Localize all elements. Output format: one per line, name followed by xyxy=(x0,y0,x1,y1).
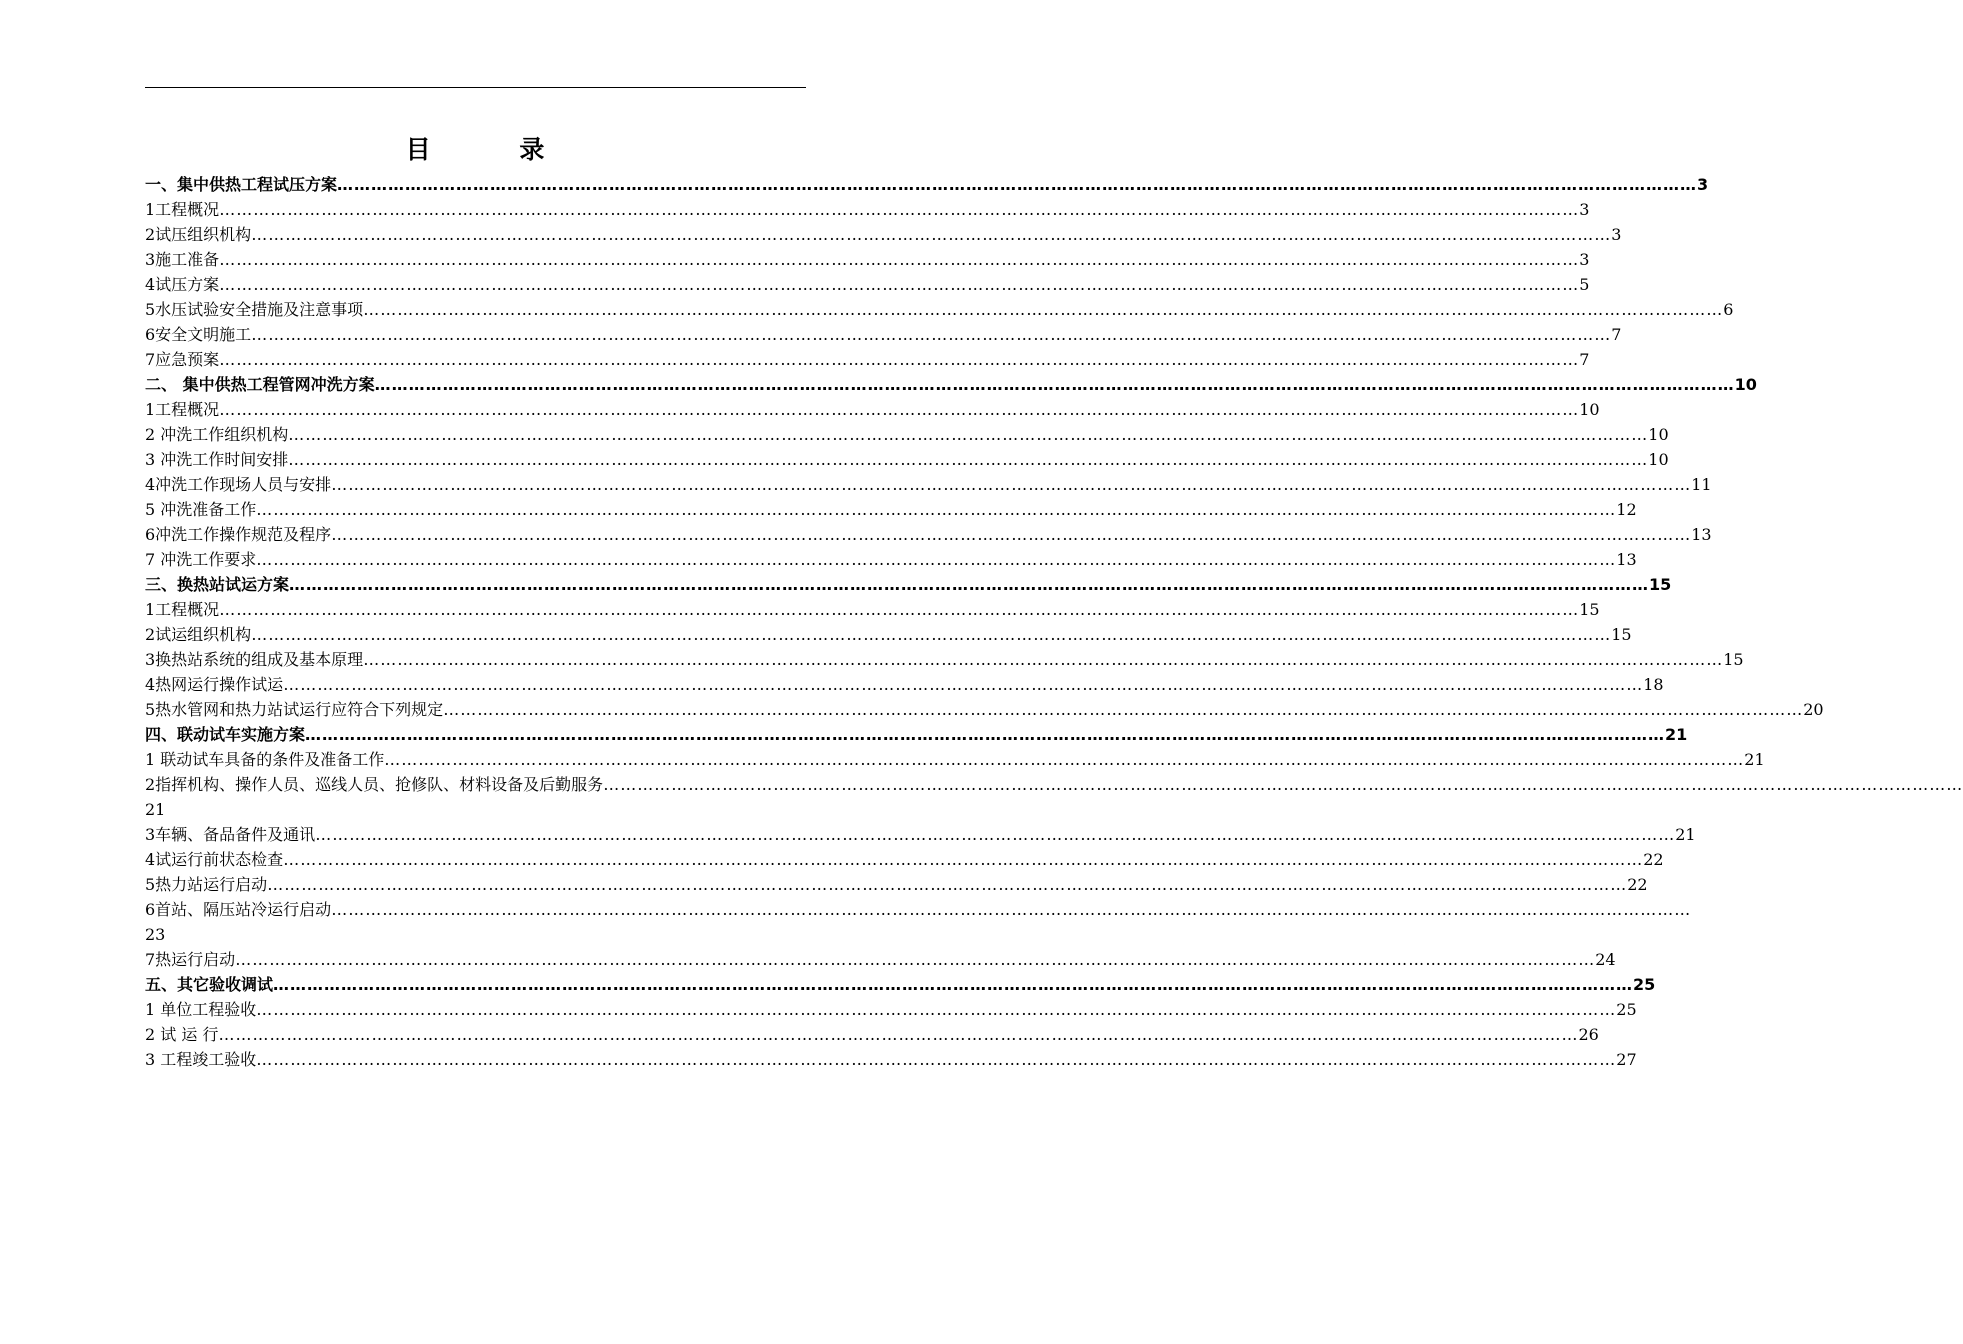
dot-leader: …………………………………………………………………………………………………………………………………………………………………………………………………………………… xyxy=(273,975,1634,994)
toc-entry-label: 1工程概况 xyxy=(145,600,220,619)
toc-entry-page: 27 xyxy=(1616,1050,1637,1069)
toc-entry-page: 25 xyxy=(1616,1000,1637,1019)
dot-leader: …………………………………………………………………………………………………………………………………………………………………………………………………………………… xyxy=(331,900,1692,919)
dot-leader: …………………………………………………………………………………………………………………………………………………………………………………………………………………… xyxy=(384,750,1745,769)
toc-entry-page: 21 xyxy=(145,800,166,819)
toc-entry-label: 2试运组织机构 xyxy=(145,625,252,644)
toc-entry-page: 5 xyxy=(1579,275,1590,294)
toc-entry-page: 15 xyxy=(1723,650,1744,669)
toc-entry[interactable] xyxy=(145,547,1637,572)
toc-entry-page: 13 xyxy=(1616,550,1637,569)
toc-entry[interactable] xyxy=(145,447,1669,472)
dot-leader: …………………………………………………………………………………………………………………………………………………………………………………………………………………… xyxy=(251,225,1612,244)
toc-section-entry[interactable] xyxy=(145,972,1656,997)
toc-entry[interactable] xyxy=(145,872,1648,897)
toc-entry-page: 13 xyxy=(1691,525,1712,544)
toc-entry-page: 22 xyxy=(1627,875,1648,894)
dot-leader: …………………………………………………………………………………………………………………………………………………………………………………………………………………… xyxy=(331,475,1692,494)
toc-entry-label: 3 冲洗工作时间安排 xyxy=(145,450,289,469)
toc-entry-page: 21 xyxy=(1665,725,1688,744)
toc-entry-label: 3 工程竣工验收 xyxy=(145,1050,257,1069)
dot-leader: …………………………………………………………………………………………………………………………………………………………………………………………………………………… xyxy=(219,200,1580,219)
toc-entry-page: 20 xyxy=(1803,700,1824,719)
dot-leader: …………………………………………………………………………………………………………………………………………………………………………………………………………………… xyxy=(219,400,1580,419)
dot-leader: …………………………………………………………………………………………………………………………………………………………………………………………………………………… xyxy=(337,175,1698,194)
toc-entry-page: 3 xyxy=(1611,225,1622,244)
toc-entry[interactable] xyxy=(145,647,1744,672)
toc-entry-label: 5热水管网和热力站试运行应符合下列规定 xyxy=(145,700,444,719)
table-of-contents xyxy=(145,172,1963,1072)
toc-entry[interactable] xyxy=(145,347,1590,372)
toc-section-entry[interactable] xyxy=(145,372,1757,397)
toc-entry-page: 26 xyxy=(1578,1025,1599,1044)
toc-entry-page: 23 xyxy=(145,925,166,944)
toc-entry-label: 5热力站运行启动 xyxy=(145,875,268,894)
dot-leader: …………………………………………………………………………………………………………………………………………………………………………………………………………………… xyxy=(331,525,1692,544)
toc-entry-label: 1 单位工程验收 xyxy=(145,1000,257,1019)
toc-entry-page: 24 xyxy=(1595,950,1616,969)
toc-entry-page: 21 xyxy=(1675,825,1696,844)
dot-leader: …………………………………………………………………………………………………………………………………………………………………………………………………………………… xyxy=(256,550,1617,569)
dot-leader: …………………………………………………………………………………………………………………………………………………………………………………………………………………… xyxy=(218,1025,1579,1044)
toc-entry-page: 10 xyxy=(1734,375,1757,394)
toc-entry-label: 4冲洗工作现场人员与安排 xyxy=(145,475,332,494)
toc-title: 目 录 xyxy=(405,135,585,164)
dot-leader: …………………………………………………………………………………………………………………………………………………………………………………………………………………… xyxy=(283,675,1644,694)
toc-entry-label: 6冲洗工作操作规范及程序 xyxy=(145,525,332,544)
toc-entry-page: 11 xyxy=(1691,475,1712,494)
toc-entry-label: 3换热站系统的组成及基本原理 xyxy=(145,650,364,669)
toc-entry[interactable] xyxy=(145,772,1963,822)
toc-entry[interactable] xyxy=(145,247,1590,272)
toc-entry[interactable] xyxy=(145,1047,1637,1072)
toc-entry[interactable] xyxy=(145,297,1734,322)
toc-entry[interactable] xyxy=(145,522,1712,547)
dot-leader: …………………………………………………………………………………………………………………………………………………………………………………………………………………… xyxy=(363,650,1724,669)
toc-entry-label: 二、 集中供热工程管网冲洗方案 xyxy=(145,375,375,394)
toc-section-entry[interactable] xyxy=(145,722,1688,747)
toc-entry-label: 4试运行前状态检查 xyxy=(145,850,284,869)
toc-entry-label: 2试压组织机构 xyxy=(145,225,252,244)
dot-leader: …………………………………………………………………………………………………………………………………………………………………………………………………………………… xyxy=(363,300,1724,319)
toc-entry-label: 5水压试验安全措施及注意事项 xyxy=(145,300,364,319)
toc-entry[interactable] xyxy=(145,822,1696,847)
dot-leader: …………………………………………………………………………………………………………………………………………………………………………………………………………………… xyxy=(288,450,1649,469)
toc-entry[interactable] xyxy=(145,747,1765,772)
toc-entry[interactable] xyxy=(145,322,1622,347)
toc-entry-label: 2 冲洗工作组织机构 xyxy=(145,425,289,444)
toc-entry-label: 4热网运行操作试运 xyxy=(145,675,284,694)
toc-entry-label: 2 试 运 行 xyxy=(145,1025,219,1044)
toc-entry[interactable] xyxy=(145,597,1600,622)
dot-leader: …………………………………………………………………………………………………………………………………………………………………………………………………………………… xyxy=(374,375,1735,394)
toc-entry-page: 22 xyxy=(1643,850,1664,869)
toc-entry-label: 7应急预案 xyxy=(145,350,220,369)
dot-leader: …………………………………………………………………………………………………………………………………………………………………………………………………………………… xyxy=(235,950,1596,969)
toc-entry-label: 3施工准备 xyxy=(145,250,220,269)
dot-leader: …………………………………………………………………………………………………………………………………………………………………………………………………………………… xyxy=(305,725,1666,744)
dot-leader: …………………………………………………………………………………………………………………………………………………………………………………………………………………… xyxy=(256,500,1617,519)
toc-entry-label: 一、集中供热工程试压方案 xyxy=(145,175,338,194)
toc-entry-label: 四、联动试车实施方案 xyxy=(145,725,306,744)
toc-entry-page: 10 xyxy=(1648,450,1669,469)
toc-entry-page: 6 xyxy=(1723,300,1734,319)
dot-leader: …………………………………………………………………………………………………………………………………………………………………………………………………………………… xyxy=(219,600,1580,619)
toc-entry[interactable] xyxy=(145,897,1692,947)
toc-entry-page: 3 xyxy=(1697,175,1709,194)
toc-entry[interactable] xyxy=(145,622,1632,647)
dot-leader: …………………………………………………………………………………………………………………………………………………………………………………………………………………… xyxy=(267,875,1628,894)
toc-entry-label: 7热运行启动 xyxy=(145,950,236,969)
toc-entry-label: 5 冲洗准备工作 xyxy=(145,500,257,519)
toc-entry-page: 12 xyxy=(1616,500,1637,519)
toc-section-entry[interactable] xyxy=(145,572,1672,597)
toc-entry[interactable] xyxy=(145,847,1664,872)
toc-entry[interactable] xyxy=(145,222,1622,247)
dot-leader: …………………………………………………………………………………………………………………………………………………………………………………………………………………… xyxy=(256,1050,1617,1069)
toc-entry-label: 五、其它验收调试 xyxy=(145,975,274,994)
dot-leader: …………………………………………………………………………………………………………………………………………………………………………………………………………………… xyxy=(219,350,1580,369)
dot-leader: …………………………………………………………………………………………………………………………………………………………………………………………………………………… xyxy=(251,325,1612,344)
dot-leader: …………………………………………………………………………………………………………………………………………………………………………………………………………………… xyxy=(603,775,1963,794)
toc-entry[interactable] xyxy=(145,272,1590,297)
toc-entry-label: 2指挥机构、操作人员、巡线人员、抢修队、材料设备及后勤服务 xyxy=(145,775,604,794)
toc-entry-label: 3车辆、备品备件及通讯 xyxy=(145,825,316,844)
toc-entry-page: 10 xyxy=(1648,425,1669,444)
toc-entry-label: 7 冲洗工作要求 xyxy=(145,550,257,569)
dot-leader: …………………………………………………………………………………………………………………………………………………………………………………………………………………… xyxy=(219,275,1580,294)
dot-leader: …………………………………………………………………………………………………………………………………………………………………………………………………………………… xyxy=(289,575,1650,594)
dot-leader: …………………………………………………………………………………………………………………………………………………………………………………………………………………… xyxy=(251,625,1612,644)
dot-leader: …………………………………………………………………………………………………………………………………………………………………………………………………………………… xyxy=(288,425,1649,444)
dot-leader: …………………………………………………………………………………………………………………………………………………………………………………………………………………… xyxy=(443,700,1804,719)
toc-entry-page: 21 xyxy=(1744,750,1765,769)
dot-leader: …………………………………………………………………………………………………………………………………………………………………………………………………………………… xyxy=(219,250,1580,269)
toc-entry-page: 18 xyxy=(1643,675,1664,694)
toc-entry-page: 15 xyxy=(1611,625,1632,644)
toc-entry[interactable] xyxy=(145,422,1669,447)
toc-entry-page: 7 xyxy=(1579,350,1590,369)
toc-entry[interactable] xyxy=(145,947,1616,972)
toc-entry-label: 6安全文明施工 xyxy=(145,325,252,344)
toc-entry-page: 7 xyxy=(1611,325,1622,344)
toc-entry[interactable] xyxy=(145,697,1824,722)
toc-entry-page: 3 xyxy=(1579,200,1590,219)
toc-entry-label: 6首站、隔压站冷运行启动 xyxy=(145,900,332,919)
toc-section-entry[interactable] xyxy=(145,172,1709,197)
toc-entry-page: 3 xyxy=(1579,250,1590,269)
toc-entry[interactable] xyxy=(145,472,1712,497)
toc-entry-page: 10 xyxy=(1579,400,1600,419)
toc-entry-label: 三、换热站试运方案 xyxy=(145,575,290,594)
toc-entry[interactable] xyxy=(145,1022,1599,1047)
toc-entry-page: 15 xyxy=(1579,600,1600,619)
dot-leader: …………………………………………………………………………………………………………………………………………………………………………………………………………………… xyxy=(283,850,1644,869)
dot-leader: …………………………………………………………………………………………………………………………………………………………………………………………………………………… xyxy=(256,1000,1617,1019)
toc-entry-label: 1工程概况 xyxy=(145,200,220,219)
toc-entry-page: 25 xyxy=(1633,975,1656,994)
dot-leader: …………………………………………………………………………………………………………………………………………………………………………………………………………………… xyxy=(315,825,1676,844)
toc-entry[interactable] xyxy=(145,497,1637,522)
toc-entry-label: 4试压方案 xyxy=(145,275,220,294)
toc-entry[interactable] xyxy=(145,397,1600,422)
toc-entry-label: 1 联动试车具备的条件及准备工作 xyxy=(145,750,385,769)
toc-entry-label: 1工程概况 xyxy=(145,400,220,419)
header-rule xyxy=(145,87,806,88)
toc-entry[interactable] xyxy=(145,997,1637,1022)
toc-entry[interactable] xyxy=(145,672,1664,697)
toc-entry-page: 15 xyxy=(1649,575,1672,594)
toc-entry[interactable] xyxy=(145,197,1590,222)
